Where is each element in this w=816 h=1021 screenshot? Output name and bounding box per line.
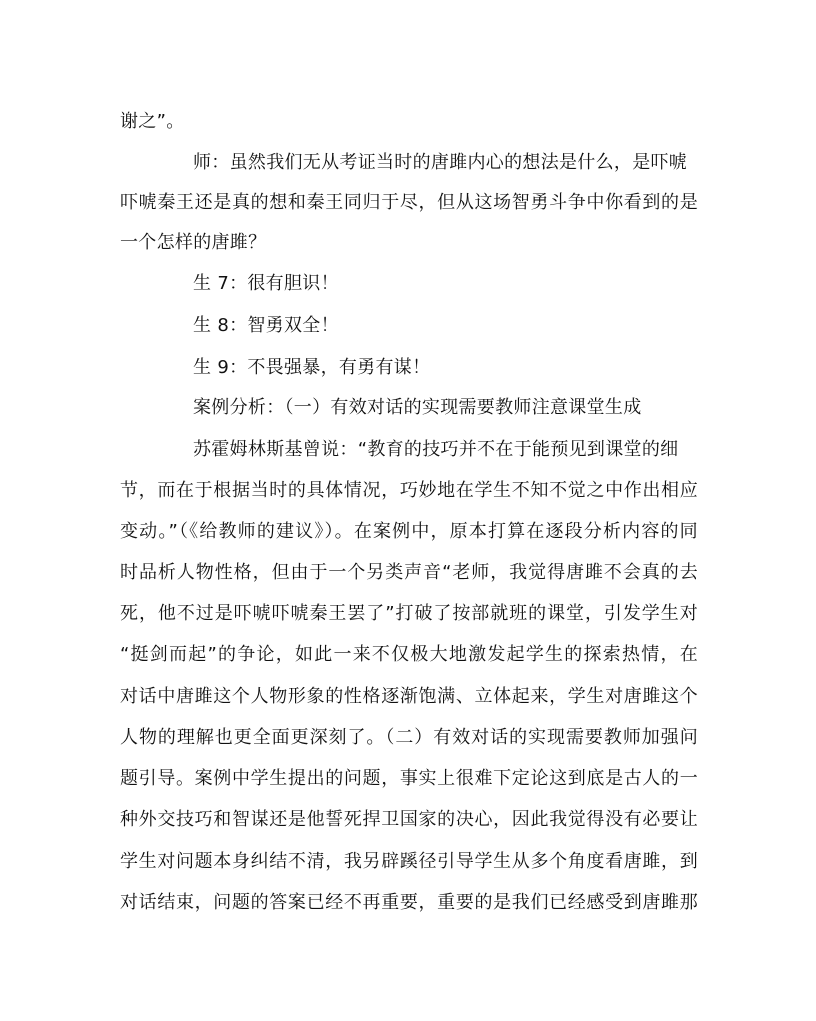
text-line-20: 对话结束，问题的答案已经不再重要，重要的是我们已经感受到唐雎那 bbox=[120, 892, 698, 913]
text-line-16: 人物的理解也更全面更深刻了。（二）有效对话的实现需要教师加强问 bbox=[120, 727, 698, 748]
text-line-3: 吓唬秦王还是真的想和秦王同归于尽，但从这场智勇斗争中你看到的是 bbox=[120, 192, 698, 213]
text-line-12: 时品析人物性格，但由于一个另类声音“老师，我觉得唐雎不会真的去 bbox=[120, 562, 698, 583]
text-line-4: 一个怎样的唐雎？ bbox=[120, 232, 267, 253]
text-line-11: 变动。”（《给教师的建议》）。在案例中，原本打算在逐段分析内容的同 bbox=[120, 521, 698, 542]
text-line-15: 对话中唐雎这个人物形象的性格逐渐饱满、立体起来，学生对唐雎这个 bbox=[120, 686, 698, 707]
text-line-10: 节，而在于根据当时的具体情况，巧妙地在学生不知不觉之中作出相应 bbox=[120, 480, 698, 501]
text-line-8: 案例分析：（一）有效对话的实现需要教师注意课堂生成 bbox=[193, 397, 642, 418]
text-line-9: 苏霍姆林斯基曾说：“教育的技巧并不在于能预见到课堂的细 bbox=[193, 439, 679, 460]
text-line-18: 种外交技巧和智谋还是他誓死捍卫国家的决心，因此我觉得没有必要让 bbox=[120, 809, 698, 830]
text-line-17: 题引导。案例中学生提出的问题，事实上很难下定论这到底是古人的一 bbox=[120, 768, 698, 789]
text-line-2: 师：虽然我们无从考证当时的唐雎内心的想法是什么，是吓唬 bbox=[193, 152, 688, 173]
text-line-5: 生 7：很有胆识！ bbox=[193, 273, 339, 294]
text-line-14: “挺剑而起”的争论，如此一来不仅极大地激发起学生的探索热情，在 bbox=[120, 644, 698, 665]
text-line-19: 学生对问题本身纠结不清，我另辟蹊径引导学生从多个角度看唐雎，到 bbox=[120, 851, 698, 872]
text-line-13: 死，他不过是吓唬吓唬秦王罢了”打破了按部就班的课堂，引发学生对 bbox=[120, 603, 698, 624]
text-line-6: 生 8：智勇双全！ bbox=[193, 315, 339, 336]
text-line-1: 谢之”。 bbox=[120, 111, 185, 132]
text-line-7: 生 9：不畏强暴，有勇有谋！ bbox=[193, 357, 431, 378]
